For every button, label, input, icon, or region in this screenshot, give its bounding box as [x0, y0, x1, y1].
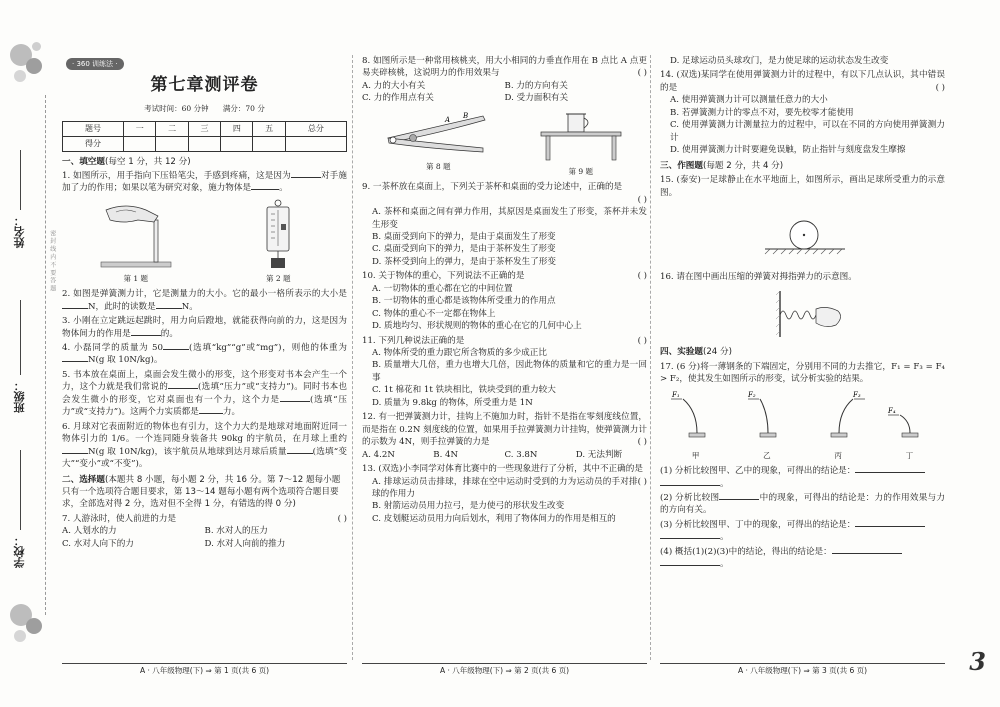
score-input[interactable] [221, 136, 253, 151]
answer-slot[interactable]: ( ) [637, 271, 647, 282]
section-3-title: 三、作图题(每题 2 分，共 4 分) [660, 160, 784, 171]
figure-16 [660, 285, 945, 343]
binding-strip [0, 0, 60, 707]
footer-page-3: A · 八年级物理(下) ⇒ 第 3 页(共 6 页) [660, 663, 945, 677]
option: A. 力的大小有关 [362, 80, 426, 91]
score-cell: 二 [156, 121, 188, 136]
question-15: 15. (泰安)一足球静止在水平地面上，如图所示，画出足球所受重力的示意图。 [660, 175, 945, 198]
spring-thumb-illustration[interactable] [660, 285, 945, 343]
score-input[interactable] [253, 136, 285, 151]
option: D. 受力面积有关 [504, 93, 569, 104]
score-cell: 一 [124, 121, 156, 136]
question-14: 14. (双选)某同学在使用弹簧测力计的过程中，有以下几点认识，其中错误的是 ( ) A. 使用弹簧测力计可以测量任意力的大小 B. 若弹簧测力计的零点不对，要先校零才能使用 C. 使用弹簧测力计测量拉力的过程中，可以在不同的方向使用弹簧测力计 D. 使用弹簧测力计时要避免误触，防止指针与刻度盘发生摩擦 [660, 70, 945, 156]
option: D. 水对人向前的推力 [204, 538, 286, 549]
score-cell: 五 [253, 121, 285, 136]
figure-8 [383, 108, 493, 178]
question-9: 9. 一茶杯放在桌面上，下列关于茶杯和桌面的受力论述中，正确的是 ( ) A. 茶杯和桌面之间有弹力作用，其原因是桌面发生了形变，茶杯并未发生形变 B. 桌面受到向下的弹力，是由于桌面发生了形变 C. 桌面受到向下的弹力，是由于茶杯发生了形变 D. 茶杯受到向上的弹力，是由于茶杯发生了形变 [362, 182, 647, 267]
options [362, 476, 647, 526]
spring-scale-illustration [243, 198, 313, 270]
seal-line [45, 95, 46, 615]
question-6: 6. 月球对它表面附近的物体也有引力，这个力大约是地球对地面附近同一物体引力的 1/6。一个连同随身装备共 90kg 的宇航员，在月球上重约N(g 取 10N/kg)，该宇航员从地球到达月球后质量 (选填“变大”“变小”或“不变”)。 [62, 421, 348, 470]
answer-slot[interactable]: ( ) [935, 82, 945, 93]
figure-17-c [809, 389, 867, 462]
footer-page-2: A · 八年级物理(下) ⇒ 第 2 页(共 6 页) [362, 663, 647, 677]
section-2-title: 二、选择题(本题共 8 小题，每小题 2 分，共 16 分。第 7～12 题每小题只有一个选项符合题目要求，第 13～14 题每小题有两个选项符合题目要求，全部选对得 2 分，选对但不全得 1 分，有错选的得 0 分) [62, 474, 341, 510]
option: C. 使用弹簧测力计测量拉力的过程中，可以在不同的方向使用弹簧测力计 [670, 120, 945, 143]
figure-9 [536, 108, 626, 178]
option: B. 一切物体的重心都是该物体所受重力的作用点 [372, 296, 556, 307]
option: C. 力的作用点有关 [362, 93, 434, 104]
option: C. 物体的重心不一定都在物体上 [372, 308, 496, 319]
options [62, 525, 347, 550]
question-2: 2. 如图是弹簧测力计，它是测量力的大小。它的最小一格所表示的大小是N，此时的读数是 N。 [62, 289, 347, 312]
score-input[interactable] [285, 136, 346, 151]
decorative-circles-bottom [6, 600, 46, 660]
column-1 [62, 55, 347, 552]
brand-tag: · 360 训练法 · [66, 58, 124, 70]
option: D. 足球运动员头球攻门，是力使足球的运动状态发生改变 [670, 56, 889, 66]
option: A. 使用弹簧测力计可以测量任意力的大小 [670, 95, 828, 106]
svg-text:F₁: F₁ [671, 390, 680, 399]
question-7: 7. 人游泳时，使人前进的力是 ( ) A. 人划水的力 B. 水对人的压力 C. 水对人向下的力 D. 水对人向前的推力 [62, 513, 347, 549]
option: B. 质量增大几倍，重力也增大几倍，因此物体的质量和它的重力是一回事 [372, 360, 647, 383]
figure-1-2 [62, 198, 347, 285]
nutcracker-illustration [383, 108, 493, 158]
score-table-header-row [63, 121, 347, 136]
question-11: 11. 下列几种说法正确的是 ( ) A. 物体所受的重力跟它所含物质的多少成正比 B. 质量增大几倍，重力也增大几倍，因此物体的质量和它的重力是一回事 C. 1t 棉花和 1t 铁块相比，铁块受到的重力较大 D. 质量为 9.8kg 的物体，所受重力是 1N [362, 335, 647, 408]
column-divider [650, 55, 651, 660]
answer-slot[interactable]: ( ) [637, 194, 647, 205]
class-field[interactable] [20, 300, 21, 375]
pencil-press-illustration [96, 198, 176, 270]
answer-slot[interactable]: ( ) [337, 513, 347, 524]
figure-17-label-bing: 丙 [834, 451, 842, 461]
page-number: 3 [969, 647, 986, 676]
steel-strip-bing [809, 389, 867, 447]
question-8: 8. 如图所示是一种常用核桃夹，用大小相同的力垂直作用在 B 点比 A 点更易夹碎核桃，这说明力的作用效果与 ( ) A. 力的大小有关 B. 力的方向有关 C. 力的作用点有关 D. 受力面积有关 [362, 56, 647, 104]
figure-17-label-yi: 乙 [763, 451, 771, 461]
options [362, 80, 647, 105]
option: C. 1t 棉花和 1t 铁块相比，铁块受到的重力较大 [372, 385, 556, 396]
section-1-title: 一、填空题(每空 1 分，共 12 分) [62, 156, 191, 167]
question-10: 10. 关于物体的重心，下列说法不正确的是 ( ) A. 一切物体的重心都在它的中间位置 B. 一切物体的重心都是该物体所受重力的作用点 C. 物体的重心不一定都在物体上 D. 质地均匀、形状规则的物体的重心在它的几何中心上 [362, 271, 647, 332]
score-cell: 得分 [63, 136, 124, 151]
question-17-part-1: (1) 分析比较图甲、乙中的现象，可得出的结论是： 。 [660, 465, 945, 490]
option: B. 若弹簧测力计的零点不对，要先校零才能使用 [670, 107, 854, 118]
question-13: 13. (双选)小李同学对体育比赛中的一些现象进行了分析，其中不正确的是 ( ) A. 排球运动员击排球，排球在空中运动时受到的力为运动员的手对排球的作用力 B. 射箭运动员用力拉弓，是力使弓的形状发生改变 C. 皮划艇运动员用力向后划水，利用了物体间力的作用是相互的 [362, 464, 647, 524]
option: C. 桌面受到向下的弹力，是由于茶杯发生了形变 [372, 244, 556, 255]
option: D. 质量为 9.8kg 的物体，所受重力是 1N [372, 397, 533, 408]
score-cell: 四 [221, 121, 253, 136]
column-2 [362, 55, 647, 527]
option: A. 物体所受的重力跟它所含物质的多少成正比 [372, 348, 547, 359]
figure-9-caption: 第 9 题 [568, 167, 594, 177]
options [362, 206, 647, 268]
figure-17-d [880, 389, 938, 462]
answer-slot[interactable]: ( ) [637, 476, 647, 487]
options [362, 347, 647, 409]
figure-2 [243, 198, 313, 285]
question-16: 16. 请在图中画出压缩的弹簧对拇指弹力的示意图。 [660, 271, 857, 282]
question-12: 12. 有一把弹簧测力计，挂钩上不施加力时，指针不是指在零刻度线位置，而是指在 0.2N 刻度线的位置，如果用手拉弹簧测力计挂钩，使弹簧测力计的示数为 4N，则手拉弹簧的力是 ( ) A. 4.2N B. 4N C. 3.8N D. 无法判断 [362, 412, 647, 460]
steel-strip-jia [667, 389, 725, 447]
option: C. 3.8N [504, 449, 538, 460]
full-score: 满分：70 分 [222, 103, 265, 113]
figure-17 [660, 389, 945, 462]
options [660, 94, 945, 156]
option: D. 使用弹簧测力计时要避免误触，防止指针与刻度盘发生摩擦 [670, 145, 906, 156]
answer-slot[interactable]: ( ) [637, 68, 647, 79]
option: A. 4.2N [362, 449, 395, 460]
figure-17-label-ding: 丁 [905, 451, 914, 461]
question-17-part-2: (2) 分析比较图 中的现象，可得出的结论是：力的作用效果与力的方向有关。 [660, 493, 945, 516]
option: B. 射箭运动员用力拉弓，是力使弓的形状发生改变 [372, 501, 565, 512]
decorative-circles-top [6, 40, 46, 100]
figure-17-label-jia: 甲 [691, 451, 700, 461]
answer-slot[interactable]: ( ) [637, 437, 647, 448]
figure-8-9 [362, 108, 647, 178]
options [362, 283, 647, 333]
svg-text:F₂: F₂ [747, 390, 756, 399]
figure-8-caption: 第 8 题 [425, 162, 451, 172]
class-label: 班级： [13, 380, 26, 413]
option: B. 4N [433, 449, 459, 460]
figure-17-b [738, 389, 796, 462]
column-divider [352, 55, 353, 660]
question-4: 4. 小磊同学的质量为 50 (选填“kg”“g”或“mg”)，则他的体重为N(g 取 10N/kg)。 [62, 343, 347, 366]
steel-strip-ding [880, 389, 938, 447]
question-17: 17. (6 分)将一薄钢条的下端固定，分别用不同的力去推它，F₁ = F₃ = F₄ > F₂，使其发生如图所示的形变，试分析实验的结果。 [660, 361, 945, 385]
section-4-title: 四、实验题(24 分) [660, 347, 732, 358]
option: B. 桌面受到向下的弹力，是由于桌面发生了形变 [372, 231, 556, 242]
score-input[interactable] [188, 136, 220, 151]
name-label: 姓名： [13, 215, 26, 248]
question-5: 5. 书本放在桌面上，桌面会发生微小的形变，这个形变对书本会产生一个力，这个力就是我们常说的 (选填“压力”或“支持力”)。同时书本也会发生微小的形变，它对桌面也有一个力，这个力是 (选填“压力”或“支持力”)。这两个力实质都是 力。 [62, 369, 347, 418]
page-title: 第七章测评卷 [150, 75, 259, 95]
name-field[interactable] [20, 150, 21, 210]
option: B. 水对人的压力 [204, 526, 268, 537]
option: A. 人划水的力 [62, 526, 117, 537]
cup-on-table-illustration [536, 108, 626, 163]
school-field[interactable] [20, 450, 21, 530]
svg-text:B: B [463, 111, 469, 120]
footer-page-1: A · 八年级物理(下) ⇒ 第 1 页(共 6 页) [62, 663, 347, 677]
question-1: 1. 如图所示，用手指向下压铅笔尖，手感到疼痛，这是因为 对手施加了力的作用；如果以笔为研究对象，施力物体是 。 [62, 170, 347, 194]
question-17-part-3: (3) 分析比较图甲、丁中的现象，可得出的结论是： 。 [660, 519, 945, 544]
svg-text:F₄: F₄ [888, 406, 897, 415]
svg-text:A: A [445, 115, 451, 124]
fraction: 1/6 [111, 434, 126, 445]
score-cell: 总分 [285, 121, 346, 136]
score-input[interactable] [156, 136, 188, 151]
seal-hint: 密 封 线 内 不 要 答 题 [48, 230, 56, 292]
exam-time: 考试时间：60 分钟 [144, 103, 209, 113]
figure-17-a [667, 389, 725, 462]
steel-strip-yi [738, 389, 796, 447]
score-table [62, 121, 347, 152]
option: D. 茶杯受到向上的弹力，是由于茶杯发生了形变 [372, 256, 556, 267]
figure-15 [660, 201, 945, 271]
column-3 [660, 55, 945, 573]
score-input[interactable] [124, 136, 156, 151]
score-cell: 题号 [63, 121, 124, 136]
svg-text:F₃: F₃ [853, 390, 861, 399]
option: C. 皮划艇运动员用力向后划水，利用了物体间力的作用是相互的 [372, 513, 616, 524]
option: A. 茶杯和桌面之间有弹力作用，其原因是桌面发生了形变，茶杯并未发生形变 [372, 207, 647, 230]
score-cell: 三 [188, 121, 220, 136]
football-on-ground-illustration[interactable] [660, 201, 945, 271]
question-13-continued [660, 55, 945, 67]
answer-slot[interactable]: ( ) [637, 335, 647, 346]
option: A. 排球运动员击排球，排球在空中运动时受到的力为运动员的手对排球的作用力 [372, 476, 638, 500]
option: D. 无法判断 [575, 449, 623, 460]
option: B. 力的方向有关 [504, 80, 568, 91]
school-label: 学校： [13, 535, 26, 568]
figure-1 [96, 198, 176, 285]
score-table-score-row [63, 136, 347, 151]
option: C. 水对人向下的力 [62, 538, 134, 549]
figure-1-caption: 第 1 题 [123, 274, 149, 284]
question-17-part-4: (4) 概括(1)(2)(3)中的结论，得出的结论是： 。 [660, 546, 945, 571]
options [362, 449, 647, 461]
question-3: 3. 小刚在立定跳远起跳时，用力向后蹬地，就能获得向前的力，这是因为物体间力的作用是 的。 [62, 316, 347, 339]
option: A. 一切物体的重心都在它的中间位置 [372, 283, 513, 294]
exam-info [62, 104, 347, 115]
option: D. 质地均匀、形状规则的物体的重心在它的几何中心上 [372, 321, 582, 332]
figure-2-caption: 第 2 题 [265, 274, 291, 284]
